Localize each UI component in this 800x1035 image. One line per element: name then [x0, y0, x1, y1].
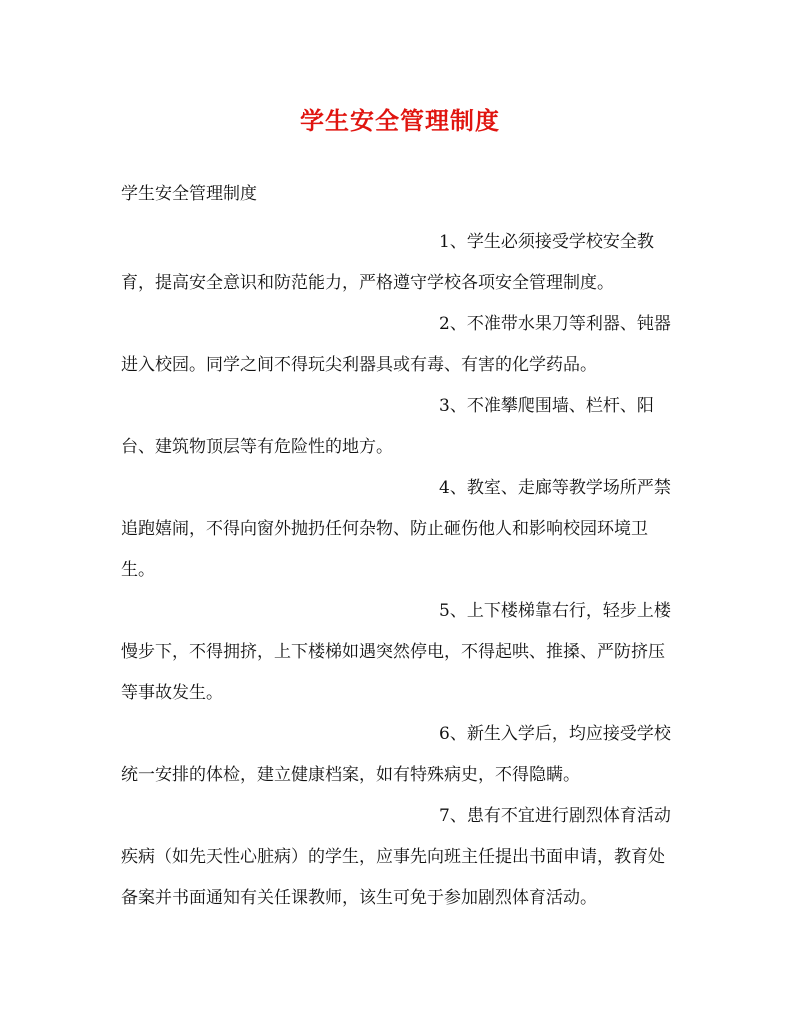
- rule-item-7: 7、患有不宜进行剧烈体育活动疾病（如先天性心脏病）的学生，应事先向班主任提出书面申请，教育处备案并书面通知有关任课教师，该生可免于参加剧烈体育活动。: [121, 806, 671, 908]
- document-subtitle: 学生安全管理制度: [121, 184, 257, 204]
- rule-item-6: 6、新生入学后，均应接受学校统一安排的体检，建立健康档案，如有特殊病史，不得隐瞒。: [121, 724, 671, 785]
- rule-item-4: 4、教室、走廊等教学场所严禁追跑嬉闹，不得向窗外抛扔任何杂物、防止砸伤他人和影响校园环境卫生。: [121, 478, 671, 580]
- rule-item-3: 3、不准攀爬围墙、栏杆、阳台、建筑物顶层等有危险性的地方。: [121, 396, 654, 457]
- page-title: 学生安全管理制度: [300, 106, 500, 135]
- rule-item-5: 5、上下楼梯靠右行，轻步上楼慢步下，不得拥挤，上下楼梯如遇突然停电，不得起哄、推搡、严防挤压等事故发生。: [121, 601, 671, 703]
- rule-item-2: 2、不准带水果刀等利器、钝器进入校园。同学之间不得玩尖利器具或有毒、有害的化学药品。: [121, 314, 671, 375]
- rules-list: [121, 222, 673, 919]
- rule-item-1: 1、学生必须接受学校安全教育，提高安全意识和防范能力，严格遵守学校各项安全管理制度。: [121, 232, 654, 293]
